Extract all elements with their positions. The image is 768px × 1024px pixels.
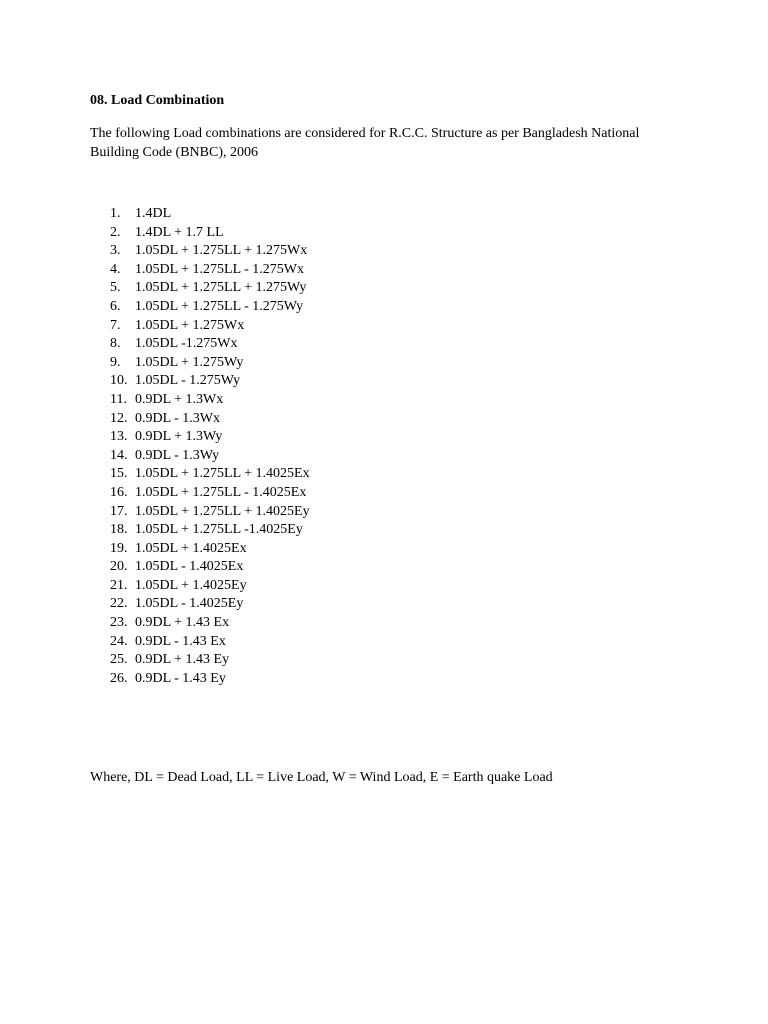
list-item [110,428,310,447]
item-formula: 1.05DL + 1.275Wx [135,317,245,333]
item-number: 2. [110,224,121,240]
list-item [110,503,310,522]
list-item [110,465,310,484]
item-formula: 1.05DL + 1.275LL + 1.275Wy [135,280,307,296]
item-formula: 0.9DL + 1.3Wy [135,429,223,445]
list-item [110,410,310,429]
list-item [110,279,310,298]
item-number: 12. [110,410,128,426]
list-item [110,670,310,689]
item-formula: 0.9DL - 1.43 Ey [135,670,226,686]
list-item [110,317,310,336]
list-item [110,447,310,466]
item-formula: 1.05DL + 1.4025Ex [135,540,247,556]
section-heading: 08. Load Combination [90,93,225,108]
item-formula: 0.9DL - 1.3Wy [135,447,220,463]
item-formula: 1.05DL - 1.4025Ey [135,596,244,612]
legend-definitions: Where, DL = Dead Load, LL = Live Load, W = Wind Load, E = Earth quake Load [90,770,553,785]
item-formula: 1.05DL + 1.275LL + 1.275Wx [135,243,308,259]
list-item [110,651,310,670]
item-number: 19. [110,540,128,556]
item-number: 9. [110,354,121,370]
item-formula: 0.9DL - 1.43 Ex [135,633,226,649]
list-item [110,205,310,224]
item-formula: 0.9DL + 1.43 Ey [135,652,230,668]
item-number: 3. [110,243,121,259]
list-item [110,298,310,317]
item-number: 22. [110,596,128,612]
item-formula: 0.9DL + 1.3Wx [135,391,224,407]
item-number: 24. [110,633,128,649]
item-formula: 1.05DL + 1.275LL - 1.4025Ex [135,484,307,500]
item-formula: 1.05DL + 1.275LL + 1.4025Ex [135,466,310,482]
item-formula: 1.05DL -1.275Wx [135,336,238,352]
item-number: 6. [110,298,121,314]
list-item [110,391,310,410]
list-item [110,224,310,243]
list-item [110,335,310,354]
item-formula: 1.05DL + 1.275LL + 1.4025Ey [135,503,310,519]
item-number: 18. [110,522,128,538]
item-formula: 1.05DL + 1.275LL - 1.275Wx [135,261,304,277]
item-formula: 1.4DL + 1.7 LL [135,224,224,240]
item-formula: 0.9DL + 1.43 Ex [135,615,230,631]
item-number: 26. [110,670,128,686]
item-number: 7. [110,317,121,333]
list-item [110,484,310,503]
item-number: 13. [110,429,128,445]
list-item [110,595,310,614]
item-number: 15. [110,466,128,482]
item-number: 23. [110,615,128,631]
item-number: 14. [110,447,128,463]
list-item [110,521,310,540]
item-number: 11. [110,391,127,407]
list-item [110,261,310,280]
item-formula: 1.4DL [135,206,172,221]
list-item [110,540,310,559]
item-formula: 1.05DL + 1.4025Ey [135,577,247,593]
list-item [110,372,310,391]
list-item [110,242,310,261]
item-number: 25. [110,652,128,668]
item-formula: 0.9DL - 1.3Wx [135,410,221,426]
item-number: 4. [110,261,121,277]
item-number: 16. [110,484,128,500]
list-item [110,614,310,633]
item-number: 20. [110,559,128,575]
item-formula: 1.05DL + 1.275LL - 1.275Wy [135,298,304,314]
item-formula: 1.05DL + 1.275Wy [135,354,244,370]
list-item [110,558,310,577]
list-item [110,577,310,596]
list-item [110,633,310,652]
load-combination-list [110,205,310,688]
item-formula: 1.05DL - 1.275Wy [135,373,241,389]
item-number: 10. [110,373,128,389]
item-number: 21. [110,577,128,593]
item-formula: 1.05DL + 1.275LL -1.4025Ey [135,522,303,538]
intro-paragraph: The following Load combinations are considered for R.C.C. Structure as per Bangladesh National Building Code (BNBC), 2006 [90,126,640,160]
item-number: 17. [110,503,128,519]
item-formula: 1.05DL - 1.4025Ex [135,559,244,575]
list-item [110,354,310,373]
item-number: 1. [110,206,121,221]
item-number: 8. [110,336,121,352]
item-number: 5. [110,280,121,296]
